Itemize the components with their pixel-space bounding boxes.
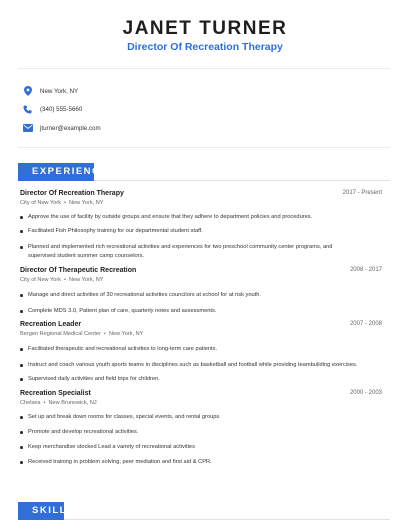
phone-text: (340) 555-5660 [40,106,83,114]
job-company: Bergen Regional Medical Center [20,331,101,337]
bullet-item: Approve the use of facility by outside groups and ensure that they adhere to department policies and procedures. [20,213,382,221]
divider [18,147,390,148]
bullet-item: Keep merchandise stocked Lead a variety of recreational activities [20,443,382,451]
bullet-item: Set up and break down rooms for classes, special events, and rental groups. [20,413,382,421]
job-title: Director Of Recreation Therapy [20,190,124,197]
bullet-item: Supervised daily activities and field trips for children. [20,375,382,383]
contact-phone [22,101,101,120]
job-meta: Chelsea • New Brunswick, NJ [20,400,97,406]
bullet-item: Planned and implemented rich recreational activities and experiences for two preschool community center programs, and [20,243,382,251]
bullet-item: Manage and direct activities of 30 recreational activities councilors at school for at risk youth. [20,291,382,299]
bullet-item: Facilitated Fish Philosophy training for our departmental student staff. [20,227,382,235]
job-title: Recreation Leader [20,321,82,328]
email-text: jturner@example.com [40,124,101,132]
candidate-name: JANET TURNER [122,18,288,39]
email-icon [22,123,33,134]
contact-location [22,82,101,101]
job-company: City of New York [20,277,62,283]
job-meta: City of New York • New York, NY [20,200,104,206]
job-location: New York, NY [69,277,104,283]
job-dates: 2000 - 2003 [349,390,382,396]
bullet-item: Facilitated therapeutic and recreational activities to long-term care patients. [20,345,382,353]
job-entry [20,267,382,283]
phone-icon [22,104,33,115]
job-location: New York, NY [69,200,104,206]
job-location: New Brunswick, NJ [48,400,97,406]
job-entry [20,321,382,337]
experience-section-header [18,163,390,181]
job-entry [20,390,382,406]
job-meta: Bergen Regional Medical Center • New York, NY [20,331,144,337]
bullet-item: Received training in problem solving, peer mediation and first aid & CPR. [20,458,382,466]
contact-email [22,119,101,138]
job-company: Chelsea [20,400,41,406]
location-pin-icon [22,86,33,97]
location-text: New York, NY [40,87,79,95]
experience-heading: EXPERIENCE [18,163,94,181]
skills-section-header [18,502,390,520]
job-title-heading: Director Of Recreation Therapy [127,41,283,53]
job-title: Director Of Therapeutic Recreation [20,267,137,274]
bullet-item: Instruct and coach various youth sports teams in disciplines such as basketball and football while providing teambuilding exercises. [20,361,382,369]
job-dates: 2017 - Present [342,190,382,196]
job-meta: City of New York • New York, NY [20,277,104,283]
skills-heading: SKILLS [18,502,64,520]
job-location: New York, NY [108,331,144,337]
bullet-item: Complete MDS 3.0, Patient plan of care, quarterly notes and assessments. [20,307,382,315]
job-dates: 2008 - 2017 [349,267,382,273]
divider [18,68,390,69]
bullet-item-continuation: supervised student summer camp counselors. [28,253,145,259]
job-title: Recreation Specialist [20,390,91,397]
job-dates: 2007 - 2008 [349,321,382,327]
job-entry [20,190,382,206]
job-company: City of New York [20,200,62,206]
bullet-item: Promote and develop recreational activities. [20,428,382,436]
contact-block [22,82,101,138]
